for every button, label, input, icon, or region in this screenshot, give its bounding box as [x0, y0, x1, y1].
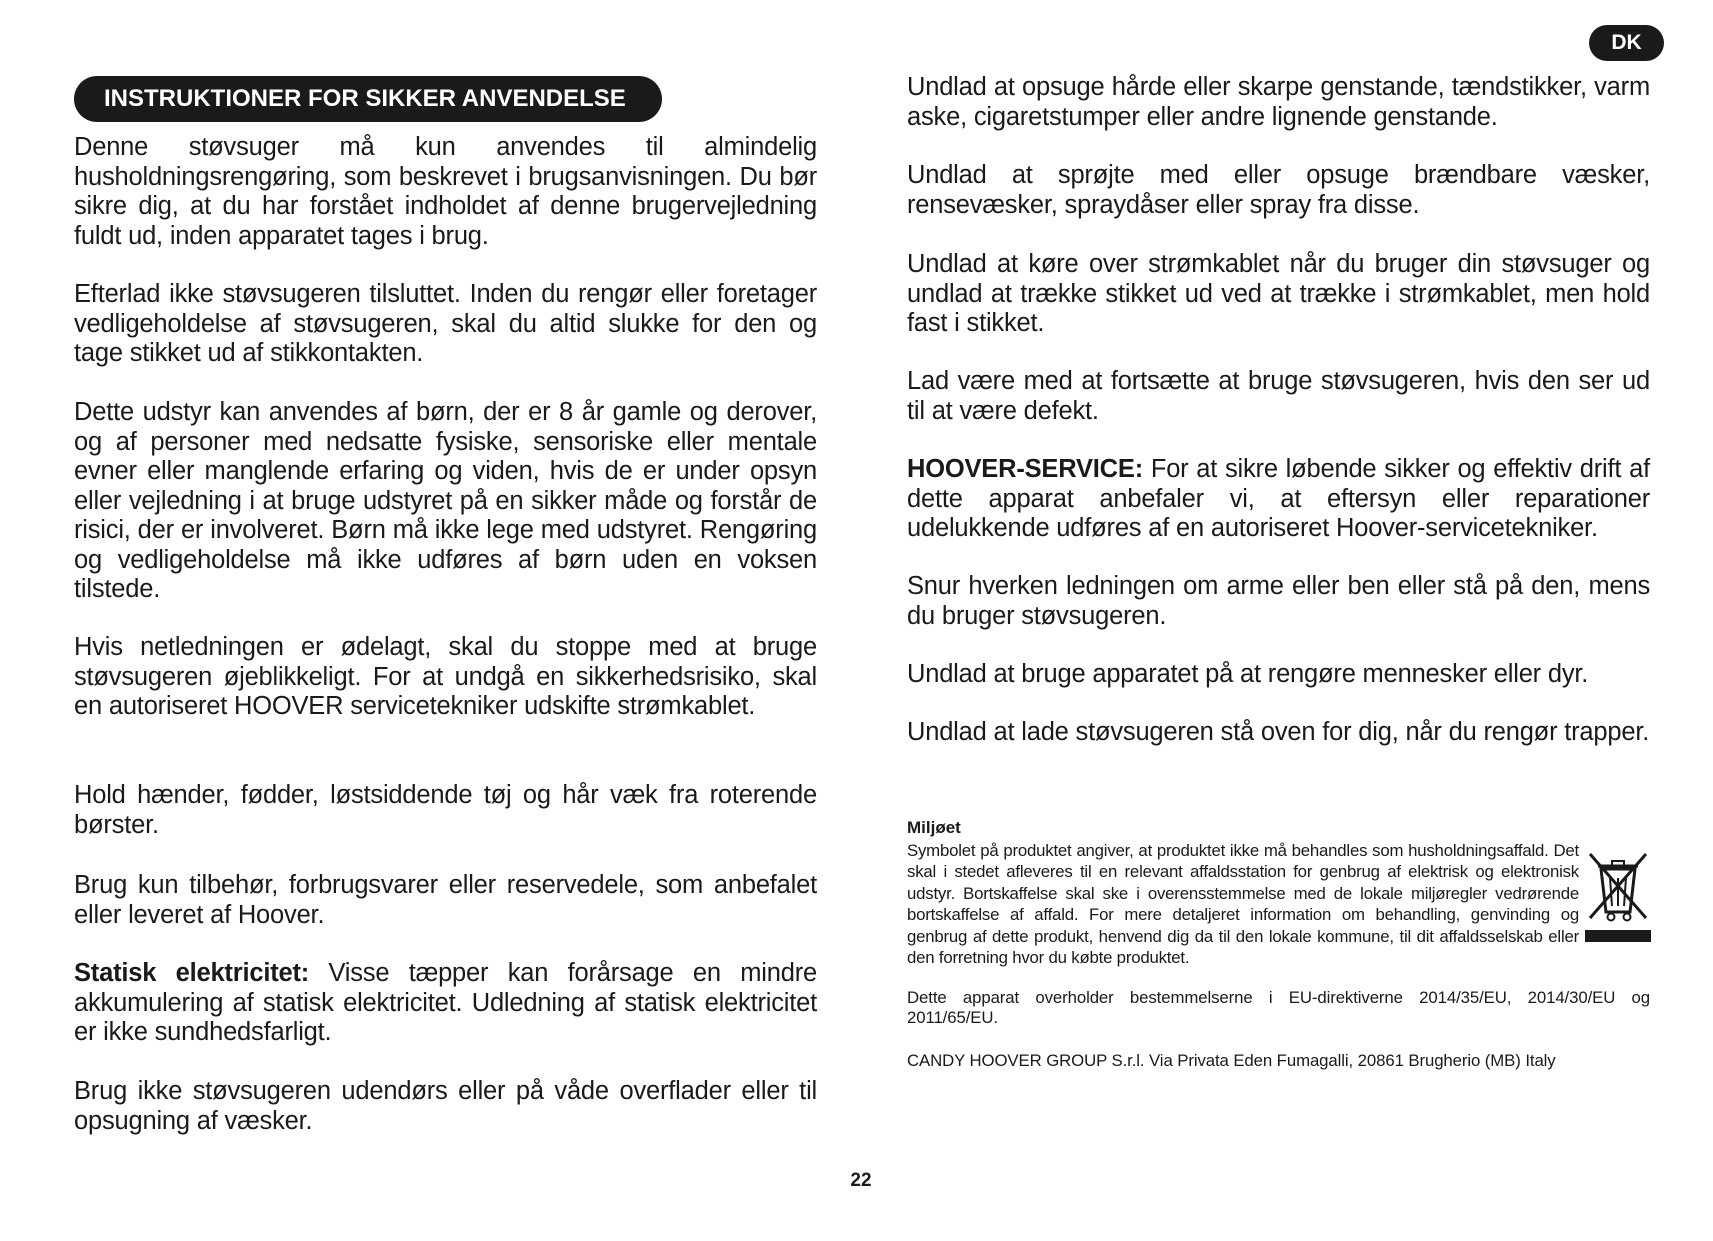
paragraph-static-electricity — [74, 959, 817, 1048]
paragraph-cord-handling: Undlad at køre over strømkablet når du bruger din støvsuger og undlad at trække stikket ud ved at trække i strømkablet, men hold fast i stikket. — [907, 250, 1650, 337]
paragraph-children: Dette udstyr kan anvendes af børn, der er 8 år gamle og derover, og af personer med nedsatte fysiske, sensoriske eller mentale evner eller manglende erfaring og viden, hvis de er under opsyn eller vejledning i at bruge udstyret på en sikker måde og forstår de risici, der er involveret. Børn må ikke lege med udstyret. Rengøring og vedligeholdelse må ikke udføres af børn uden en voksen tilstede. — [74, 398, 817, 603]
environment-text: Symbolet på produktet angiver, at produktet ikke må behandles som husholdningsaffald. Det skal i stedet afleveres til en relevant affaldsstation for genbrug af elektrisk og elektronisk udstyr. Bortskaffelse skal ske i overensstemmelse med de lokale miljøregler vedrørende bortskaffelse af affald. For mere detaljeret information om behandling, genvinding og genbrug af dette produkt, henvend dig da til den lokale kommune, til dit affaldsselskab eller den forretning hvor du købte produktet. — [907, 841, 1579, 968]
paragraph-accessories: Brug kun tilbehør, forbrugsvarer eller reservedele, som anbefalet eller leveret af Hoover. — [74, 871, 817, 929]
paragraph-hoover-service — [907, 455, 1650, 544]
paragraph-cord-wrap: Snur hverken ledningen om arme eller ben eller stå på den, mens du bruger støvsugeren. — [907, 572, 1650, 630]
paragraph-hard-objects: Undlad at opsuge hårde eller skarpe genstande, tændstikker, varm aske, cigaretstumper eller andre lignende genstande. — [907, 73, 1650, 131]
paragraph-outdoors: Brug ikke støvsugeren udendørs eller på våde overflader eller til opsugning af væsker. — [74, 1077, 817, 1135]
language-badge: DK — [1589, 25, 1664, 61]
paragraph-flammable: Undlad at sprøjte med eller opsuge brændbare væsker, rensevæsker, spraydåser eller spray fra disse. — [907, 161, 1650, 219]
static-text: Visse tæpper kan forårsage en mindre akkumulering af statisk elektricitet. Udledning af statisk elektricitet er ikke sundhedsfarligt. — [74, 959, 817, 1046]
service-label: HOOVER-SERVICE: — [907, 455, 1143, 483]
paragraph-people-animals: Undlad at bruge apparatet på at rengøre mennesker eller dyr. — [907, 660, 1589, 688]
eu-directives-text: Dette apparat overholder bestemmelserne i EU-direktiverne 2014/35/EU, 2014/30/EU og 2011/65/EU. — [907, 988, 1650, 1027]
page-number: 22 — [850, 1170, 872, 1191]
environment-title: Miljøet — [907, 818, 961, 837]
static-label: Statisk elektricitet: — [74, 959, 310, 987]
paragraph-unplug: Efterlad ikke støvsugeren tilsluttet. Inden du rengør eller foretager vedligeholdelse af støvsugeren, skal du altid slukke for den og tage stikket ud af stikkontakten. — [74, 280, 817, 367]
paragraph-intended-use: Denne støvsuger må kun anvendes til almindelig husholdningsrengøring, som beskrevet i brugsanvisningen. Du bør sikre dig, at du har forstået indholdet af denne brugervejledning fuldt ud, inden apparatet tages i brug. — [74, 133, 817, 250]
paragraph-damaged-cord: Hvis netledningen er ødelagt, skal du stoppe med at bruge støvsugeren øjeblikkeligt. For at undgå en sikkerhedsrisiko, skal en autoriseret HOOVER servicetekniker udskifte strømkablet. — [74, 633, 817, 720]
weee-crossed-bin-icon — [1584, 848, 1652, 942]
paragraph-brushes: Hold hænder, fødder, løstsiddende tøj og hår væk fra roterende børster. — [74, 781, 817, 839]
paragraph-defect: Lad være med at fortsætte at bruge støvsugeren, hvis den ser ud til at være defekt. — [907, 367, 1650, 425]
service-text: For at sikre løbende sikker og effektiv drift af dette apparat anbefaler vi, at eftersyn eller reparationer udelukkende udføres af en autoriseret Hoover-servicetekniker. — [907, 455, 1650, 542]
section-title: INSTRUKTIONER FOR SIKKER ANVENDELSE — [74, 76, 662, 122]
manufacturer-address: CANDY HOOVER GROUP S.r.l. Via Privata Eden Fumagalli, 20861 Brugherio (MB) Italy — [907, 1051, 1556, 1070]
paragraph-stairs: Undlad at lade støvsugeren stå oven for dig, når du rengør trapper. — [907, 718, 1650, 746]
